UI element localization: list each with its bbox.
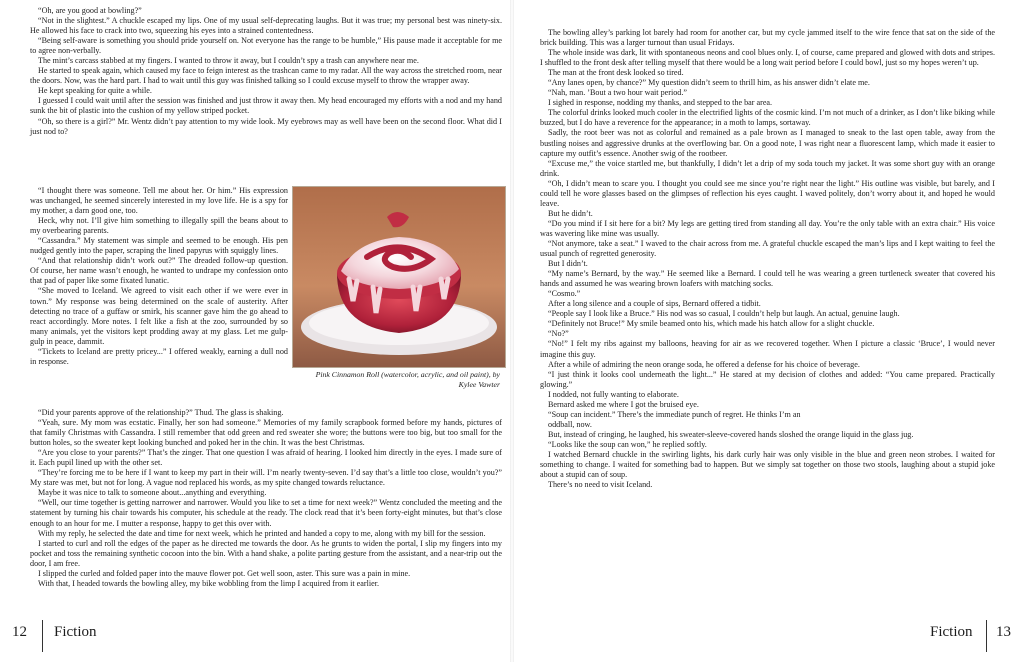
page-number-left: 12 bbox=[12, 624, 27, 640]
paragraph: “Did your parents approve of the relationship?” Thud. The glass is shaking. bbox=[38, 408, 284, 417]
paragraph: The whole inside was dark, lit with spontaneous neons and cool blues only. I, of course, came prepared and glowed with dots and stripes. I shuffled to the front desk after telling myself that there would be a long wait period before I could bowl, just so my hopes weren’t up. bbox=[540, 48, 995, 68]
paragraph: “Looks like the soup can won,” he replied softly. bbox=[548, 439, 707, 449]
paragraph: “Cosmo.” bbox=[548, 289, 581, 299]
paragraph: There’s no need to visit Iceland. bbox=[548, 480, 653, 490]
paragraph: “Not in the slightest.” A chuckle escaped my lips. One of my usual self-deprecating laughs. But it was true; my personal best was ninety-six. He allowed his face to crack into two, squeezing his eyes into a strained contentedness. bbox=[30, 16, 502, 36]
paragraph: “No?” bbox=[548, 329, 569, 339]
paragraph: “My name’s Bernard, by the way.” He seemed like a Bernard. I could tell he was wearing a green turtleneck sweater that covered his hands and assumed he was wearing brown loafers with matching socks. bbox=[540, 269, 995, 289]
paragraph: But he didn’t. bbox=[548, 208, 593, 218]
paragraph: “Do you mind if I sit here for a bit? My legs are getting tired from standing all day. You’re the only table with an extra chair.” His voice was wavering like mine was usually. bbox=[540, 218, 995, 238]
paragraph: I started to curl and roll the edges of the paper as he directed me towards the door. As he grunts to widen the portal, I slip my fingers into my pocket and toss the remaining synthetic cocoon into the bin. With a hand shake, a polite parting gesture from the assistant, and a near-trip out the door, I am free. bbox=[30, 538, 502, 568]
paragraph: I guessed I could wait until after the session was finished and just throw it away then. My head encouraged my efforts with a nod and my hand sunk the bit of plastic into the cushion of my yellow striped pocket. bbox=[30, 96, 502, 116]
folio-divider bbox=[986, 620, 987, 652]
paragraph: “Not anymore, take a seat.” I waved to the chair across from me. A grateful chuckle escaped the man’s lips and I kept waiting to feel the usual punch of regretted generosity. bbox=[540, 238, 995, 259]
paragraph: With that, I headed towards the bowling alley, my bike wobbling from the limp I acquired from it earlier. bbox=[38, 578, 379, 588]
paragraph: “Tickets to Iceland are pretty pricey...” I offered weakly, earning a dull nod in response. bbox=[30, 346, 288, 366]
paragraph: I slipped the curled and folded paper into the mauve flower pot. Get well soon, aster. This sure was a pain in mine. bbox=[38, 568, 411, 578]
section-label-left: Fiction bbox=[54, 624, 97, 640]
paragraph: “I thought there was someone. Tell me about her. Or him.” His expression was unchanged, he seemed sincerely interested in my love life. He is a spy for my mother, a darn good one, too. bbox=[30, 186, 288, 216]
paragraph: The mint’s carcass stabbed at my fingers. I wanted to throw it away, but I couldn’t spy a trash can anywhere near me. bbox=[38, 56, 419, 66]
paragraph: I watched Bernard chuckle in the swirling lights, his dark curly hair was only visible in the blue and green neon strobes. I waited for something to change. I waited for something bad to happen. But we simply sat together on those two stools, laughing about a stupid joke about a stupid can of soup. bbox=[540, 449, 995, 480]
left-column-top bbox=[30, 6, 502, 137]
paragraph: “Soup can incident.” There’s the immediate punch of regret. He thinks I’m an bbox=[548, 409, 801, 419]
paragraph: “Well, our time together is getting narrower and narrower. Would you like to set a time for next week?” Wentz concluded the meeting and the statement by turning his chair towards his computer, his schedule at the ready. The clock read that it’s been forty-eight minutes, but that’s close enough to an hour for me. I mutter a response, happy to get this over with. bbox=[30, 498, 502, 528]
paragraph: “Being self-aware is something you should pride yourself on. Not everyone has the range to be humble,” His pause made it acceptable for me to agree non-verbally. bbox=[30, 36, 502, 56]
paragraph: “They’re forcing me to be here if I want to keep my part in their will. I’m nearly twenty-seven. I’d say that’s a little too close, wouldn’t you?” My stare was met, but not for long. A vague nod replaced his words, as my spite changed towards reluctance. bbox=[30, 468, 502, 488]
paragraph: “Definitely not Bruce!” My smile beamed onto his, which made his hatch allow for a slight chuckle. bbox=[548, 319, 875, 329]
paragraph: “Excuse me,” the voice startled me, but thankfully, I didn’t let a drip of my soda touch my jacket. It was some short guy with an orange drink. bbox=[540, 158, 995, 178]
paragraph: After a long silence and a couple of sips, Bernard offered a tidbit. bbox=[548, 299, 761, 309]
paragraph: oddball, now. bbox=[548, 419, 592, 429]
paragraph: The man at the front desk looked so tired. bbox=[548, 68, 684, 78]
paragraph: “People say I look like a Bruce.” His nod was so casual, I couldn’t help but laugh. An actual, genuine laugh. bbox=[548, 309, 900, 319]
right-column bbox=[540, 28, 995, 490]
paragraph: The bowling alley’s parking lot barely had room for another car, but my cycle jammed itself to the wire fence that sat on the side of the brick building. This was a larger turnout than usual Fridays. bbox=[540, 28, 995, 48]
paragraph: “I just think it looks cool underneath the light...” He stared at my decision of clothes and added: “You came prepared. Practically glowing.” bbox=[540, 369, 995, 389]
paragraph: Sadly, the root beer was not as colorful and remained as a pale brown as I managed to sneak to the last open table, away from the bustling noises and aggressive drunks at the overflowing bar. On a good note, I was right near a fluorescent lamp, which made it easier to capture my outfit’s essence. Another swig of the rootbeer. bbox=[540, 128, 995, 158]
paragraph: “Cassandra.” My statement was simple and seemed to be enough. His pen nudged gently into the paper, scraping the lined papyrus with squiggly lines. bbox=[30, 236, 288, 256]
paragraph: He kept speaking for quite a while. bbox=[38, 86, 152, 96]
paragraph: I sighed in response, nodding my thanks, and stepped to the bar area. bbox=[548, 98, 773, 108]
left-column-narrow bbox=[30, 186, 288, 367]
paragraph: “Oh, are you good at bowling?” bbox=[38, 6, 142, 15]
page-number-right: 13 bbox=[996, 624, 1011, 640]
paragraph: He started to speak again, which caused my face to feign interest as the trashcan came to my radar. All the way across the stretched room, near the doors. Now, was the hard part. I had to wait until this guy was finished talking so I could excuse myself to throw the wrapper away. bbox=[30, 66, 502, 86]
paragraph: “And that relationship didn’t work out?” The dreaded follow-up question. Of course, her name wasn’t enough, he wanted to undrape my confession onto that pad of paper like some fixated lunatic. bbox=[30, 256, 288, 286]
right-page bbox=[512, 0, 1024, 662]
left-column-bottom bbox=[30, 408, 502, 589]
paragraph: “Nah, man. ’Bout a two hour wait period.” bbox=[548, 88, 687, 98]
paragraph: Maybe it was nice to talk to someone about...anything and everything. bbox=[38, 488, 267, 498]
paragraph: Bernard asked me where I got the bruised eye. bbox=[548, 399, 699, 409]
paragraph: After a while of admiring the neon orange soda, he offered a defense for his choice of beverage. bbox=[548, 359, 860, 369]
paragraph: “Yeah, sure. My mom was ecstatic. Finally, her son had someone.” Memories of my family scrapbook formed before my hands, pictures of that family Christmas with Cassandra. I still remember that odd green and red sweater she wore; the buttons were too big, but too small for the button holes, so the sweater kept looking bunched and poked her in the chin. It was the best Christmas. bbox=[30, 418, 502, 448]
paragraph: But, instead of cringing, he laughed, his sweater-sleeve-covered hands sloshed the orange liquid in the glass jug. bbox=[548, 429, 914, 439]
paragraph: Heck, why not. I’ll give him something to illegally spill the beans about to my overbearing parents. bbox=[30, 216, 288, 236]
folio-divider bbox=[42, 620, 43, 652]
paragraph: “No!” I felt my ribs against my balloons, heaving for air as we recovered together. When I picture a classic ‘Bruce’, I would never imagine this guy. bbox=[540, 339, 995, 359]
paragraph: “Are you close to your parents?” That’s the zinger. That one question I was afraid of hearing. I looked him directly in the eyes. I made sure of it. Each pupil lined up with the other set. bbox=[30, 448, 502, 468]
paragraph: The colorful drinks looked much cooler in the electrified lights of the cosmic kind. I’m not much of a drinker, as I don’t like biking while buzzed, but I do have a reverence for the appearance; in a moth to lamps, sortaway. bbox=[540, 108, 995, 128]
paragraph: But I didn’t. bbox=[548, 259, 588, 269]
paragraph: “Oh, I didn’t mean to scare you. I thought you could see me since you’re right near the light.” His outline was visible, but barely, and I could tell he wore glasses based on the glimpses of reflection his eyes caught. I waved politely, don’t worry about it, and hoped he would leave. bbox=[540, 178, 995, 208]
paragraph: I nodded, not fully wanting to elaborate. bbox=[548, 389, 679, 399]
section-label-right: Fiction bbox=[930, 624, 973, 640]
paragraph: “Any lanes open, by chance?” My question didn’t seem to thrill him, as his answer didn’t elate me. bbox=[548, 78, 870, 88]
paragraph: “She moved to Iceland. We agreed to visit each other if we were ever in town.” My response was being determined on the scale of austerity. After detecting no trace of a guffaw or smirk, his scanner gave him the go ahead to react accordingly. More notes. I felt like a fish at the zoo, surrounded by so many animals, yet the visitors kept prodding away at my glass. Let me gulp-gulp in peace, dammit. bbox=[30, 286, 288, 346]
cinnamon-roll-painting bbox=[292, 186, 506, 368]
figure-caption: Pink Cinnamon Roll (watercolor, acrylic, and oil paint), by Kylee Vawter bbox=[315, 370, 500, 389]
paragraph: With my reply, he selected the date and time for next week, which he printed and handed a copy to me, along with my bill for the session. bbox=[38, 528, 486, 538]
paragraph: “Oh, so there is a girl?” Mr. Wentz didn’t pay attention to my wide look. My eyebrows may as well have been on the second floor. What did I just nod to? bbox=[30, 116, 502, 136]
